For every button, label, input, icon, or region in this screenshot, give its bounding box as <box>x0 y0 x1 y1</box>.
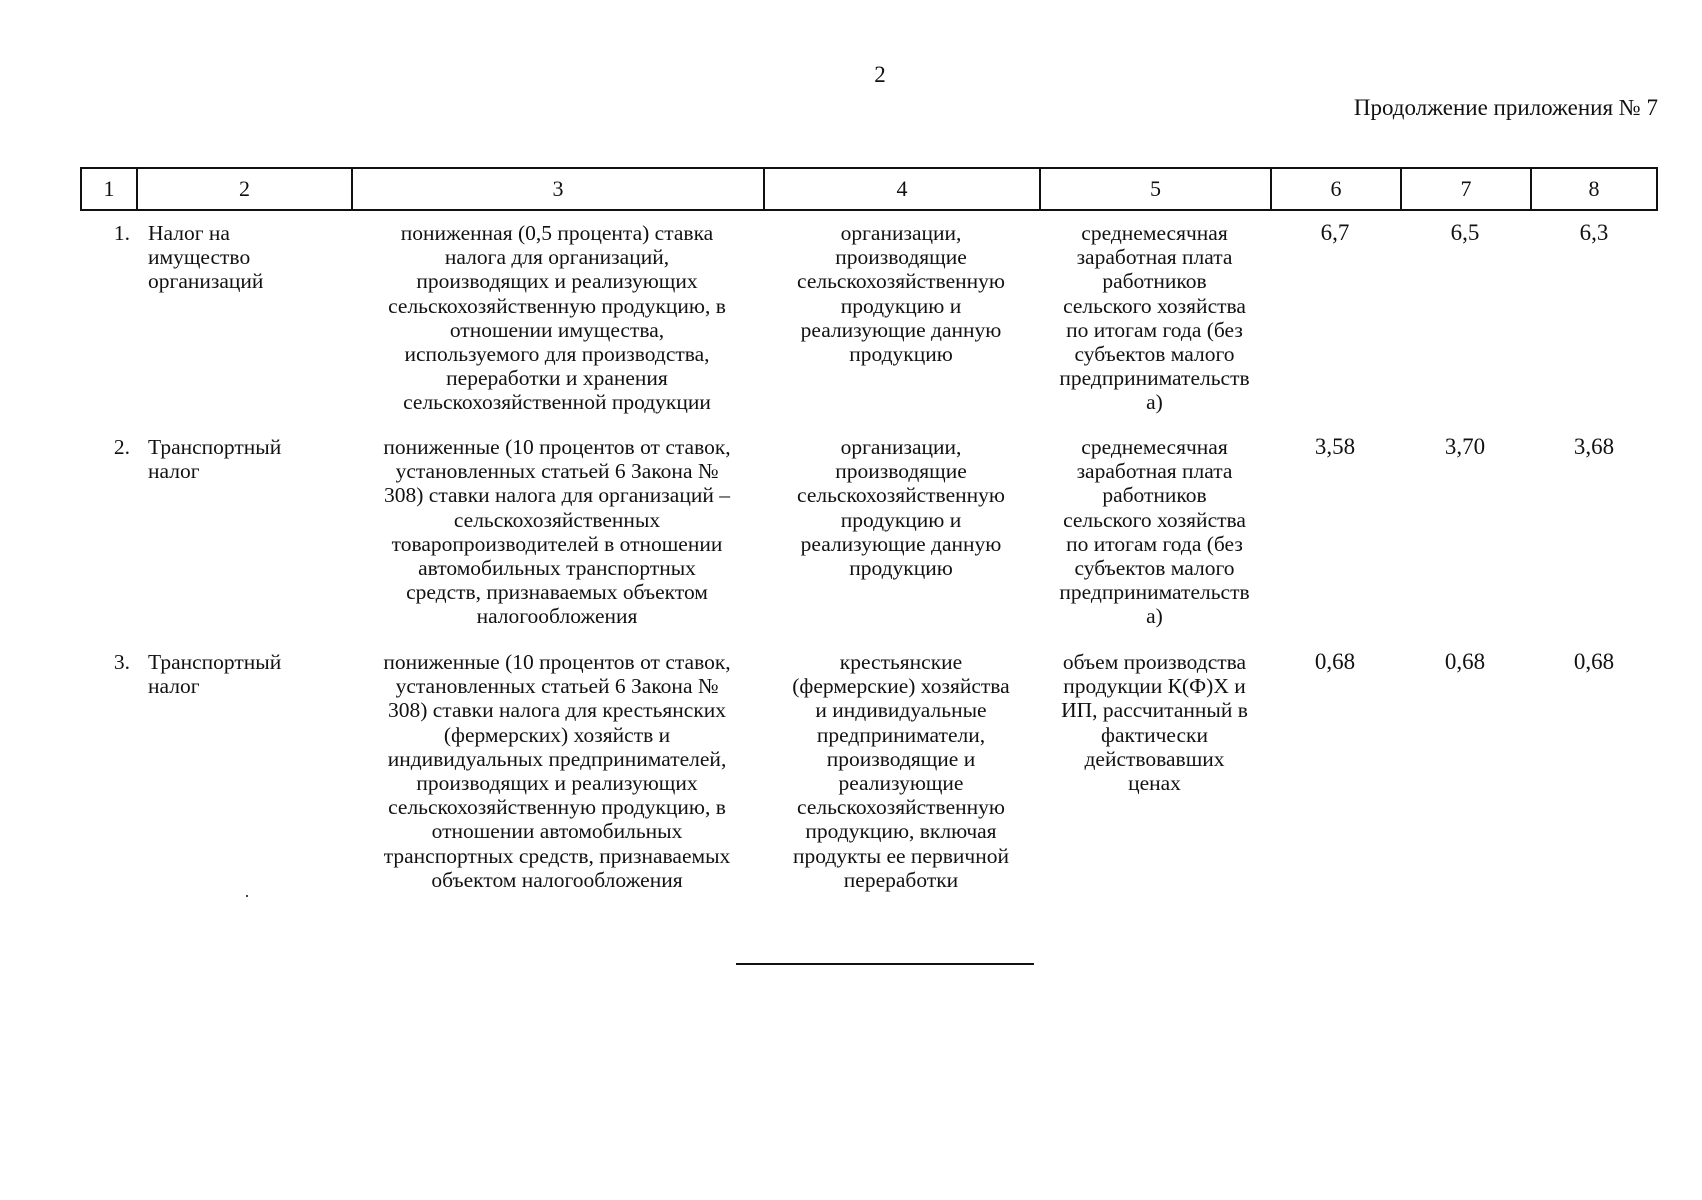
header-col-2: 2 <box>138 169 353 209</box>
recipients: организации, производящие сельскохозяйственную продукцию и реализующие данную продукцию <box>797 435 1005 581</box>
benefit-description: пониженная (0,5 процента) ставка налога для организаций, производящих и реализующих сельскохозяйственную продукцию, в отношении имущества, используемого для производства, переработки и хранения сельскохозяйственной продукции <box>388 221 726 415</box>
indicator: среднемесячная заработная плата работников сельского хозяйства по итогам года (без субъектов малого предпринимательств а) <box>1059 435 1250 629</box>
header-col-5: 5 <box>1041 169 1272 209</box>
tax-name: Налог на имущество организаций <box>148 221 264 294</box>
recipients: крестьянские (фермерские) хозяйства и индивидуальные предприниматели, производящие и реализующие сельскохозяйственную продукцию, включая продукты ее первичной переработки <box>792 650 1010 892</box>
tax-name: Транспортный налог <box>148 650 282 699</box>
value-col-8: 0,68 <box>1573 649 1615 674</box>
header-col-8: 8 <box>1588 176 1600 201</box>
value-col-8: 6,3 <box>1579 220 1609 245</box>
header-col-4: 4 <box>765 169 1041 209</box>
header-col-6: 6 <box>1272 169 1402 209</box>
table-row <box>80 435 1658 629</box>
table-row <box>80 221 1658 415</box>
value-col-6: 0,68 <box>1314 649 1356 674</box>
row-number: 1. <box>113 221 130 245</box>
indicator: объем производства продукции К(Ф)Х и ИП, рассчитанный в фактически действовавших ценах <box>1061 650 1248 796</box>
benefit-description: пониженные (10 процентов от ставок, установленных статьей 6 Закона № 308) ставки налога для организаций – сельскохозяйственных товаропроизводителей в отношении автомобильных транспортных средств, признаваемых объектом налогообложения <box>383 435 731 629</box>
value-col-6: 6,7 <box>1320 220 1350 245</box>
table-row <box>80 650 1658 892</box>
tax-name: Транспортный налог <box>148 435 282 484</box>
recipients: организации, производящие сельскохозяйственную продукцию и реализующие данную продукцию <box>797 221 1005 367</box>
page-number: 2 <box>874 62 886 87</box>
value-col-6: 3,58 <box>1314 434 1356 459</box>
end-of-document-rule <box>736 963 1034 965</box>
continuation-title: Продолжение приложения № 7 <box>1353 95 1658 120</box>
benefit-description: пониженные (10 процентов от ставок, установленных статьей 6 Закона № 308) ставки налога для крестьянских (фермерских) хозяйств и индивидуальных предпринимателей, производящих и реализующих сельскохозяйственную продукцию, в отношении автомобильных транспортных средств, признаваемых объектом налогообложения <box>383 650 731 892</box>
header-col-3: 3 <box>353 169 765 209</box>
value-col-8: 3,68 <box>1573 434 1615 459</box>
value-col-7: 6,5 <box>1450 220 1480 245</box>
value-col-7: 0,68 <box>1444 649 1486 674</box>
row-number: 3. <box>113 650 130 674</box>
value-col-7: 3,70 <box>1444 434 1486 459</box>
table-header <box>80 167 1658 211</box>
header-col-7: 7 <box>1402 169 1532 209</box>
scan-speck <box>246 895 248 897</box>
header-col-1: 1 <box>82 169 138 209</box>
indicator: среднемесячная заработная плата работников сельского хозяйства по итогам года (без субъектов малого предпринимательств а) <box>1059 221 1250 415</box>
row-number: 2. <box>113 435 130 459</box>
